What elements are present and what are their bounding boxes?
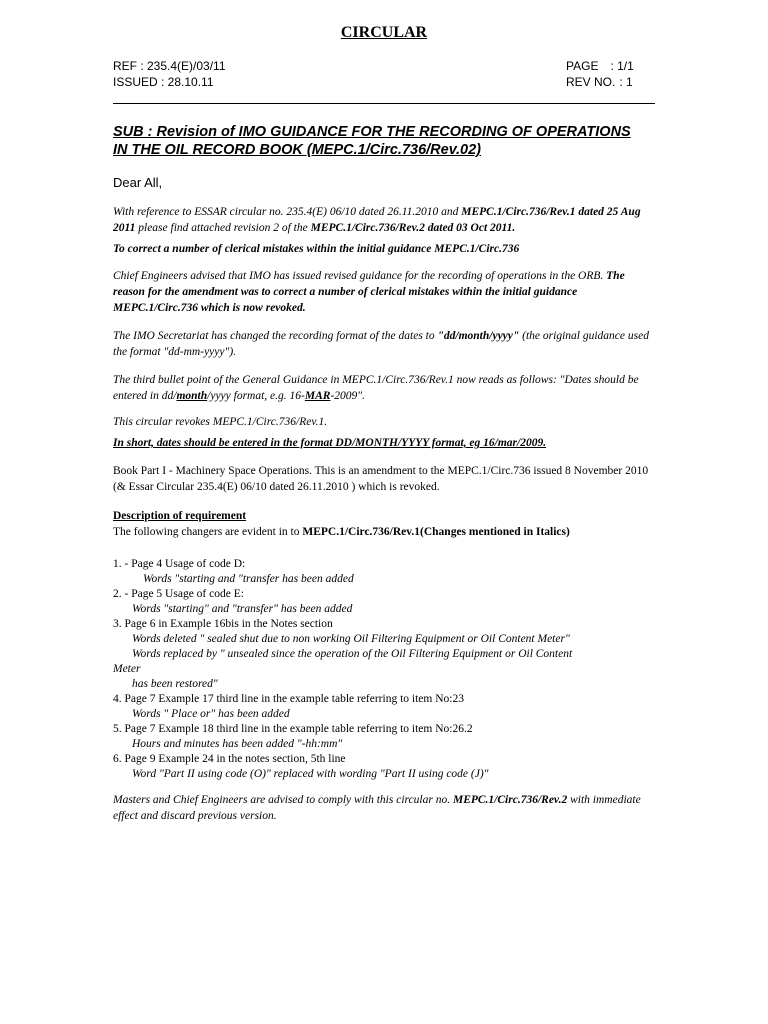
list-item-detail: Hours and minutes has been added "-hh:mm" — [132, 738, 343, 750]
paragraph-book-part: Book Part I - Machinery Space Operations. This is an amendment to the MEPC.1/Circ.736 issued 8 November 2010 (& Essar Circular 235.4(E) 06/10 dated 26.11.2010 ) which is revoked. — [113, 465, 649, 493]
list-item-detail: Words " Place or" has been added — [132, 708, 290, 720]
changes-list — [113, 557, 663, 782]
para5-text-e: -2009". — [330, 390, 365, 402]
revision-value: : 1 — [619, 75, 633, 89]
list-item: 3. Page 6 in Example 16bis in the Notes section — [113, 618, 333, 630]
requirement-heading: Description of requirement — [113, 510, 247, 522]
para5-month: month — [176, 390, 208, 402]
para3-text-a: Chief Engineers advised that IMO has issued revised guidance for the recording of operations in the ORB. — [113, 270, 604, 282]
paragraph-date-format — [113, 328, 658, 360]
list-item: 4. Page 7 Example 17 third line in the example table referring to item No:23 — [113, 693, 464, 705]
page-label: PAGE — [566, 59, 599, 73]
paragraph-closing — [113, 792, 658, 824]
para5-mar: MAR — [304, 390, 331, 402]
revision-number — [566, 74, 633, 90]
reference-number: REF : 235.4(E)/03/11 — [113, 59, 226, 73]
closing-circular: MEPC.1/Circ.736/Rev.2 — [452, 794, 568, 806]
paragraph-general-guidance — [113, 372, 658, 404]
list-item-detail: Word "Part II using code (O)" replaced with wording "Part II using code (J)" — [132, 768, 489, 780]
header-divider — [113, 103, 655, 104]
page-value: : 1/1 — [610, 59, 634, 73]
paragraph-chief-engineers — [113, 268, 658, 316]
requirement-intro-bold: MEPC.1/Circ.736/Rev.1(Changes mentioned in Italics) — [302, 526, 570, 538]
closing-text-a: Masters and Chief Engineers are advised to comply with this circular no. — [113, 794, 453, 806]
para5-text-c: /yyyy format, e.g. 16- — [207, 390, 305, 402]
list-item: 1. - Page 4 Usage of code D: — [113, 558, 246, 570]
subject-heading — [113, 123, 658, 159]
list-item: 6. Page 9 Example 24 in the notes section, 5th line — [113, 753, 346, 765]
paragraph-summary: In short, dates should be entered in the format DD/MONTH/YYYY format, eg 16/mar/2009. — [113, 437, 547, 449]
list-item-detail: Words deleted " sealed shut due to non working Oil Filtering Equipment or Oil Content Meter" — [132, 633, 570, 645]
para1-text-a: With reference to ESSAR circular no. 235.4(E) 06/10 dated 26.11.2010 and — [113, 206, 462, 218]
paragraph-reference — [113, 204, 658, 236]
para4-format: "dd/month/yyyy" — [437, 330, 520, 342]
paragraph-revokes: This circular revokes MEPC.1/Circ.736/Rev.1. — [113, 416, 328, 428]
subject-line-1: SUB : Revision of IMO GUIDANCE FOR THE RECORDING OF OPERATIONS — [113, 124, 631, 140]
requirement-intro — [113, 524, 658, 540]
list-item-detail: has been restored" — [132, 678, 218, 690]
subject-line-2: IN THE OIL RECORD BOOK (MEPC.1/Circ.736/Rev.02) — [113, 142, 481, 158]
page-number — [566, 58, 634, 74]
para4-text-c: (the original guidance used the format "dd-mm-yyyy"). — [113, 330, 649, 358]
list-item-detail: Words replaced by " unsealed since the operation of the Oil Filtering Equipment or Oil Content — [132, 648, 573, 660]
paragraph-purpose: To correct a number of clerical mistakes within the initial guidance MEPC.1/Circ.736 — [113, 243, 520, 255]
para1-circular-rev1: MEPC.1/Circ.736/Rev.1 dated 25 Aug 2011 — [113, 206, 641, 234]
para1-circular-rev2: MEPC.1/Circ.736/Rev.2 dated 03 Oct 2011. — [310, 222, 516, 234]
list-item-detail: Words "starting and "transfer has been added — [143, 573, 354, 585]
list-item-detail: Words "starting" and "transfer" has been added — [132, 603, 353, 615]
requirement-intro-text: The following changers are evident in to — [113, 526, 303, 538]
list-item: 5. Page 7 Example 18 third line in the example table referring to item No:26.2 — [113, 723, 473, 735]
para5-text-a: The third bullet point of the General Guidance in MEPC.1/Circ.736/Rev.1 now reads as follows: "Dates should be entered in dd/ — [113, 374, 639, 402]
greeting: Dear All, — [113, 175, 163, 190]
document-title: CIRCULAR — [340, 24, 428, 41]
para3-text-b: The reason for the amendment was to correct a number of clerical mistakes within the initial guidance MEPC.1/Circ.736 which is now revoked. — [113, 270, 625, 314]
list-item: 2. - Page 5 Usage of code E: — [113, 588, 244, 600]
issued-date: ISSUED : 28.10.11 — [113, 75, 214, 89]
revision-label: REV NO. — [566, 75, 616, 89]
para1-text-c: please find attached revision 2 of the — [135, 222, 311, 234]
closing-text-c: with immediate effect and discard previous version. — [113, 794, 641, 822]
para4-text-a: The IMO Secretariat has changed the recording format of the dates to — [113, 330, 438, 342]
list-item-detail: Meter — [113, 663, 141, 675]
